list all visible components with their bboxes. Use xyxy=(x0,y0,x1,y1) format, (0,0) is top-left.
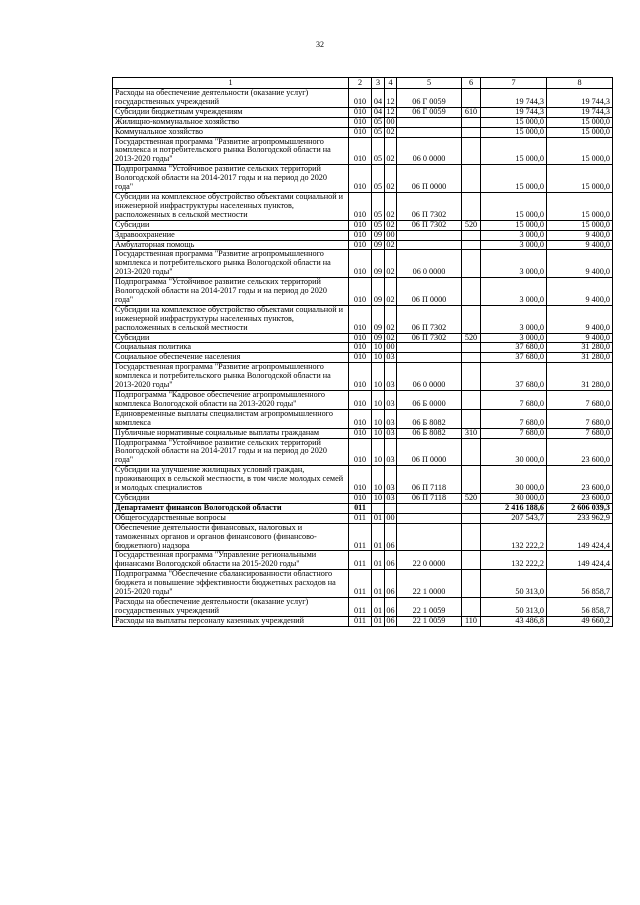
section-code-cell: 09 xyxy=(372,278,385,306)
section-code-cell: 05 xyxy=(372,117,385,127)
target-article-cell: 06 Б 0000 xyxy=(397,391,462,410)
admin-code-cell: 010 xyxy=(349,89,372,108)
amount-year2-cell: 31 280,0 xyxy=(547,343,613,353)
expense-type-cell xyxy=(462,513,481,523)
subsection-code-cell xyxy=(385,503,397,513)
subsection-code-cell: 06 xyxy=(386,616,395,625)
subsection-code-cell: 03 xyxy=(385,409,397,428)
amount-year1-cell: 7 680,0 xyxy=(481,428,547,438)
section-code-cell: 10 xyxy=(372,353,385,363)
amount-year2-cell: 23 600,0 xyxy=(547,466,613,494)
amount-year1-cell: 15 000,0 xyxy=(481,117,547,127)
expense-type-cell xyxy=(462,597,481,616)
admin-code-cell: 010 xyxy=(349,428,372,438)
target-article-cell: 22 0 0000 xyxy=(397,551,462,570)
section-code-cell: 10 xyxy=(372,493,385,503)
header-cell: 6 xyxy=(462,78,481,89)
subsection-code-cell: 00 xyxy=(386,117,395,126)
row-name-cell: Амбулаторная помощь xyxy=(113,240,349,250)
target-article-cell: 22 1 0059 xyxy=(397,597,462,616)
expense-type-cell xyxy=(462,89,481,108)
admin-code-cell: 010 xyxy=(349,305,372,333)
section-code-cell: 01 xyxy=(372,570,385,598)
expense-type-cell: 310 xyxy=(462,428,481,438)
expense-type-cell: 110 xyxy=(462,616,481,626)
section-code-cell: 01 xyxy=(372,523,385,551)
amount-year1-cell: 43 486,8 xyxy=(481,616,547,626)
admin-code-cell: 010 xyxy=(349,278,372,306)
header-cell: 3 xyxy=(372,78,385,89)
subsection-code-cell: 02 xyxy=(385,192,397,220)
amount-year2-cell: 56 858,7 xyxy=(547,597,613,616)
target-article-cell: 06 П 7118 xyxy=(397,493,462,503)
subsection-code-cell: 02 xyxy=(385,250,397,278)
section-code-cell: 10 xyxy=(372,363,385,391)
amount-year1-cell: 2 416 188,6 xyxy=(481,503,547,513)
admin-code-cell: 011 xyxy=(349,597,372,616)
amount-year1-cell: 3 000,0 xyxy=(481,305,547,333)
target-article-cell: 06 Г 0059 xyxy=(397,89,462,108)
admin-code-cell: 010 xyxy=(349,107,372,117)
target-article-cell: 06 Г 0059 xyxy=(397,107,462,117)
amount-year2-cell: 15 000,0 xyxy=(547,165,613,193)
admin-code-cell: 010 xyxy=(349,493,372,503)
amount-year1-cell: 3 000,0 xyxy=(481,333,547,343)
table-row xyxy=(113,278,613,306)
table-row xyxy=(113,220,613,230)
subsection-code-cell: 02 xyxy=(385,137,397,165)
amount-year1-cell: 207 543,7 xyxy=(481,513,547,523)
amount-year2-cell: 149 424,4 xyxy=(547,523,613,551)
subsection-code-cell: 03 xyxy=(385,363,397,391)
amount-year2-cell: 15 000,0 xyxy=(547,192,613,220)
row-name-cell: Субсидии xyxy=(113,220,349,230)
amount-year2-cell: 7 680,0 xyxy=(547,391,613,410)
amount-year1-cell: 30 000,0 xyxy=(481,466,547,494)
row-name-cell: Расходы на обеспечение деятельности (оказание услуг) государственных учреждений xyxy=(113,597,349,616)
subsection-code-cell: 03 xyxy=(385,391,397,410)
admin-code-cell: 011 xyxy=(349,570,372,598)
amount-year2-cell: 56 858,7 xyxy=(547,570,613,598)
target-article-cell: 06 П 7302 xyxy=(397,305,462,333)
admin-code-cell: 010 xyxy=(349,117,372,127)
row-name-cell: Жилищно-коммунальное хозяйство xyxy=(113,117,349,127)
row-name-cell: Расходы на обеспечение деятельности (оказание услуг) государственных учреждений xyxy=(113,89,349,108)
table-row xyxy=(113,466,613,494)
subsection-code-cell: 06 xyxy=(385,570,397,598)
subsection-code-cell: 03 xyxy=(385,466,397,494)
table-row xyxy=(113,343,613,353)
row-name-cell: Государственная программа "Управление региональными финансами Вологодской области на 2015-2020 годы" xyxy=(113,551,349,570)
target-article-cell: 06 П 7118 xyxy=(397,466,462,494)
table-row xyxy=(113,597,613,616)
table-row xyxy=(113,107,613,117)
row-name-cell: Подпрограмма "Кадровое обеспечение агропромышленного комплекса Вологодской области на 2013-2020 годы" xyxy=(113,391,349,410)
amount-year1-cell: 7 680,0 xyxy=(481,409,547,428)
target-article-cell xyxy=(397,127,462,137)
target-article-cell: 06 Б 8082 xyxy=(397,428,462,438)
row-name-cell: Субсидии на улучшение жилищных условий граждан, проживающих в сельской местности, в том числе молодых семей и молодых специалистов xyxy=(113,466,349,494)
budget-table xyxy=(112,77,613,627)
amount-year1-cell: 50 313,0 xyxy=(481,597,547,616)
amount-year1-cell: 132 222,2 xyxy=(481,523,547,551)
target-article-cell xyxy=(397,240,462,250)
admin-code-cell: 010 xyxy=(349,220,372,230)
row-name-cell: Подпрограмма "Устойчивое развитие сельских территорий Вологодской области на 2014-2017 годы и на период до 2020 года" xyxy=(113,278,349,306)
table-row xyxy=(113,391,613,410)
section-code-cell: 10 xyxy=(372,466,385,494)
target-article-cell: 06 П 7302 xyxy=(397,220,462,230)
admin-code-cell: 011 xyxy=(349,551,372,570)
amount-year1-cell: 3 000,0 xyxy=(481,278,547,306)
subsection-code-cell: 02 xyxy=(385,278,397,306)
amount-year2-cell: 15 000,0 xyxy=(547,220,613,230)
header-cell: 2 xyxy=(349,78,372,89)
row-name-cell: Обеспечение деятельности финансовых, налоговых и таможенных органов и органов финансового (финансово-бюджетного) надзора xyxy=(113,523,349,551)
amount-year2-cell: 149 424,4 xyxy=(547,551,613,570)
expense-type-cell xyxy=(462,466,481,494)
amount-year1-cell: 15 000,0 xyxy=(481,165,547,193)
target-article-cell: 06 0 0000 xyxy=(397,363,462,391)
amount-year1-cell: 50 313,0 xyxy=(481,570,547,598)
subsection-code-cell: 02 xyxy=(386,127,395,136)
amount-year2-cell: 23 600,0 xyxy=(547,438,613,466)
row-name-cell: Подпрограмма "Устойчивое развитие сельских территорий Вологодской области на 2014-2017 годы и на период до 2020 года" xyxy=(113,438,349,466)
amount-year1-cell: 3 000,0 xyxy=(481,250,547,278)
table-row xyxy=(113,127,613,137)
table-row xyxy=(113,137,613,165)
admin-code-cell: 010 xyxy=(349,391,372,410)
subsection-code-cell: 03 xyxy=(385,438,397,466)
target-article-cell: 06 П 0000 xyxy=(397,438,462,466)
table-row xyxy=(113,551,613,570)
expense-type-cell xyxy=(462,230,481,240)
amount-year1-cell: 37 680,0 xyxy=(481,343,547,353)
section-code-cell: 09 xyxy=(372,240,385,250)
target-article-cell xyxy=(397,353,462,363)
admin-code-cell: 010 xyxy=(349,353,372,363)
target-article-cell: 06 0 0000 xyxy=(397,250,462,278)
row-name-cell: Публичные нормативные социальные выплаты гражданам xyxy=(113,428,349,438)
table-row xyxy=(113,353,613,363)
expense-type-cell xyxy=(462,137,481,165)
target-article-cell xyxy=(397,230,462,240)
admin-code-cell: 010 xyxy=(349,409,372,428)
row-name-cell: Социальное обеспечение населения xyxy=(113,353,349,363)
amount-year1-cell: 7 680,0 xyxy=(481,391,547,410)
section-code-cell: 01 xyxy=(372,551,385,570)
amount-year2-cell: 15 000,0 xyxy=(547,137,613,165)
amount-year1-cell: 15 000,0 xyxy=(481,137,547,165)
table-row xyxy=(113,503,613,513)
admin-code-cell: 010 xyxy=(349,466,372,494)
expense-type-cell xyxy=(462,438,481,466)
subsection-code-cell: 03 xyxy=(386,352,395,362)
row-name-cell: Социальная политика xyxy=(113,343,349,353)
expense-type-cell xyxy=(462,165,481,193)
amount-year2-cell: 19 744,3 xyxy=(547,89,613,108)
expense-type-cell xyxy=(462,409,481,428)
admin-code-cell: 010 xyxy=(349,137,372,165)
amount-year2-cell: 233 962,9 xyxy=(547,513,613,523)
amount-year2-cell: 15 000,0 xyxy=(547,127,613,137)
expense-type-cell xyxy=(462,240,481,250)
row-name-cell: Общегосударственные вопросы xyxy=(113,513,349,523)
table-row xyxy=(113,438,613,466)
subsection-code-cell: 00 xyxy=(386,513,395,522)
amount-year2-cell: 7 680,0 xyxy=(547,409,613,428)
page-number: 32 xyxy=(316,40,324,49)
table-row xyxy=(113,523,613,551)
amount-year1-cell: 15 000,0 xyxy=(481,220,547,230)
table-row xyxy=(113,363,613,391)
admin-code-cell: 010 xyxy=(349,240,372,250)
expense-type-cell xyxy=(462,551,481,570)
admin-code-cell: 010 xyxy=(349,250,372,278)
table-row xyxy=(113,409,613,428)
subsection-code-cell: 03 xyxy=(386,493,395,502)
section-code-cell: 09 xyxy=(372,250,385,278)
amount-year2-cell: 19 744,3 xyxy=(547,107,613,117)
section-code-cell: 04 xyxy=(372,107,385,117)
section-code-cell: 01 xyxy=(372,616,385,626)
amount-year2-cell: 15 000,0 xyxy=(547,117,613,127)
table-row xyxy=(113,570,613,598)
admin-code-cell: 010 xyxy=(349,230,372,240)
amount-year2-cell: 9 400,0 xyxy=(547,230,613,240)
expense-type-cell xyxy=(462,523,481,551)
section-code-cell: 10 xyxy=(372,391,385,410)
row-name-cell: Коммунальное хозяйство xyxy=(113,127,349,137)
admin-code-cell: 010 xyxy=(349,363,372,391)
admin-code-cell: 010 xyxy=(349,165,372,193)
subsection-code-cell: 02 xyxy=(385,165,397,193)
amount-year1-cell: 37 680,0 xyxy=(481,363,547,391)
table-row xyxy=(113,192,613,220)
row-name-cell: Департамент финансов Вологодской области xyxy=(113,503,349,513)
table-row xyxy=(113,493,613,503)
row-name-cell: Единовременные выплаты специалистам агропромышленного комплекса xyxy=(113,409,349,428)
target-article-cell: 22 1 0000 xyxy=(397,570,462,598)
admin-code-cell: 010 xyxy=(349,192,372,220)
target-article-cell: 06 П 7302 xyxy=(397,192,462,220)
row-name-cell: Субсидии xyxy=(113,493,349,503)
amount-year2-cell: 31 280,0 xyxy=(547,363,613,391)
table-row xyxy=(113,305,613,333)
header-cell: 1 xyxy=(113,78,349,89)
expense-type-cell xyxy=(462,343,481,353)
row-name-cell: Субсидии на комплексное обустройство объектами социальной и инженерной инфраструктуры населенных пунктов, расположенных в сельской местности xyxy=(113,305,349,333)
row-name-cell: Субсидии на комплексное обустройство объектами социальной и инженерной инфраструктуры населенных пунктов, расположенных в сельской местности xyxy=(113,192,349,220)
table-row xyxy=(113,250,613,278)
row-name-cell: Подпрограмма "Обеспечение сбалансированности областного бюджета и повышение эффективности бюджетных расходов на 2015-2020 годы" xyxy=(113,570,349,598)
subsection-code-cell: 12 xyxy=(385,89,397,108)
amount-year1-cell: 3 000,0 xyxy=(481,240,547,250)
admin-code-cell: 011 xyxy=(349,503,372,513)
target-article-cell xyxy=(397,513,462,523)
target-article-cell: 06 0 0000 xyxy=(397,137,462,165)
expense-type-cell xyxy=(462,117,481,127)
amount-year2-cell: 9 400,0 xyxy=(547,333,613,343)
expense-type-cell xyxy=(462,127,481,137)
section-code-cell xyxy=(372,503,385,513)
amount-year2-cell: 9 400,0 xyxy=(547,240,613,250)
table-row xyxy=(113,428,613,438)
header-cell: 4 xyxy=(385,78,397,89)
target-article-cell: 06 Б 8082 xyxy=(397,409,462,428)
section-code-cell: 10 xyxy=(372,343,385,353)
subsection-code-cell: 06 xyxy=(385,597,397,616)
table-row xyxy=(113,616,613,626)
table-row xyxy=(113,117,613,127)
target-article-cell: 22 1 0059 xyxy=(397,616,462,626)
amount-year1-cell: 30 000,0 xyxy=(481,493,547,503)
subsection-code-cell: 00 xyxy=(386,230,395,239)
section-code-cell: 04 xyxy=(372,89,385,108)
table-row xyxy=(113,165,613,193)
expense-type-cell xyxy=(462,570,481,598)
expense-type-cell: 520 xyxy=(462,220,481,230)
expense-type-cell xyxy=(462,363,481,391)
table-header-row xyxy=(113,78,613,89)
amount-year2-cell: 49 660,2 xyxy=(547,616,613,626)
subsection-code-cell: 02 xyxy=(386,333,395,342)
amount-year1-cell: 15 000,0 xyxy=(481,127,547,137)
expense-type-cell: 610 xyxy=(462,107,481,117)
amount-year2-cell: 2 606 039,3 xyxy=(547,503,613,513)
admin-code-cell: 010 xyxy=(349,333,372,343)
section-code-cell: 10 xyxy=(372,438,385,466)
subsection-code-cell: 00 xyxy=(386,342,395,352)
amount-year2-cell: 9 400,0 xyxy=(547,278,613,306)
target-article-cell: 06 П 0000 xyxy=(397,278,462,306)
expense-type-cell: 520 xyxy=(462,493,481,503)
amount-year2-cell: 23 600,0 xyxy=(547,493,613,503)
expense-type-cell xyxy=(462,391,481,410)
expense-type-cell: 520 xyxy=(462,333,481,343)
amount-year1-cell: 15 000,0 xyxy=(481,192,547,220)
row-name-cell: Здравоохранение xyxy=(113,230,349,240)
expense-type-cell xyxy=(462,353,481,363)
section-code-cell: 09 xyxy=(372,305,385,333)
admin-code-cell: 010 xyxy=(349,127,372,137)
target-article-cell: 06 П 7302 xyxy=(397,333,462,343)
section-code-cell: 05 xyxy=(372,192,385,220)
table-row xyxy=(113,333,613,343)
amount-year1-cell: 19 744,3 xyxy=(481,107,547,117)
table-row xyxy=(113,513,613,523)
row-name-cell: Государственная программа "Развитие агропромышленного комплекса и потребительского рынка Вологодской области на 2013-2020 годы" xyxy=(113,250,349,278)
section-code-cell: 10 xyxy=(372,428,385,438)
expense-type-cell xyxy=(462,192,481,220)
target-article-cell xyxy=(397,503,462,513)
target-article-cell xyxy=(397,343,462,353)
row-name-cell: Субсидии бюджетным учреждениям xyxy=(113,107,349,117)
header-cell: 8 xyxy=(547,78,613,89)
admin-code-cell: 010 xyxy=(349,438,372,466)
section-code-cell: 05 xyxy=(372,165,385,193)
subsection-code-cell: 02 xyxy=(385,305,397,333)
amount-year2-cell: 9 400,0 xyxy=(547,305,613,333)
row-name-cell: Субсидии xyxy=(113,333,349,343)
admin-code-cell: 011 xyxy=(349,523,372,551)
expense-type-cell xyxy=(462,503,481,513)
subsection-code-cell: 06 xyxy=(385,551,397,570)
amount-year2-cell: 7 680,0 xyxy=(547,428,613,438)
amount-year1-cell: 19 744,3 xyxy=(481,89,547,108)
table-row xyxy=(113,230,613,240)
section-code-cell: 01 xyxy=(372,513,385,523)
amount-year2-cell: 31 280,0 xyxy=(547,353,613,363)
section-code-cell: 05 xyxy=(372,137,385,165)
admin-code-cell: 010 xyxy=(349,343,372,353)
amount-year1-cell: 132 222,2 xyxy=(481,551,547,570)
section-code-cell: 05 xyxy=(372,220,385,230)
row-name-cell: Подпрограмма "Устойчивое развитие сельских территорий Вологодской области на 2014-2017 годы и на период до 2020 года" xyxy=(113,165,349,193)
target-article-cell xyxy=(397,117,462,127)
section-code-cell: 01 xyxy=(372,597,385,616)
header-cell: 5 xyxy=(397,78,462,89)
section-code-cell: 09 xyxy=(372,230,385,240)
section-code-cell: 09 xyxy=(372,333,385,343)
expense-type-cell xyxy=(462,250,481,278)
subsection-code-cell: 03 xyxy=(386,428,395,437)
expense-type-cell xyxy=(462,305,481,333)
header-cell: 7 xyxy=(481,78,547,89)
admin-code-cell: 011 xyxy=(349,616,372,626)
target-article-cell: 06 П 0000 xyxy=(397,165,462,193)
row-name-cell: Расходы на выплаты персоналу казенных учреждений xyxy=(113,616,349,626)
amount-year1-cell: 37 680,0 xyxy=(481,353,547,363)
subsection-code-cell: 12 xyxy=(386,107,395,116)
subsection-code-cell: 02 xyxy=(386,220,395,229)
section-code-cell: 10 xyxy=(372,409,385,428)
amount-year1-cell: 3 000,0 xyxy=(481,230,547,240)
table-row xyxy=(113,89,613,108)
section-code-cell: 05 xyxy=(372,127,385,137)
target-article-cell xyxy=(397,523,462,551)
subsection-code-cell: 06 xyxy=(385,523,397,551)
admin-code-cell: 011 xyxy=(349,513,372,523)
expense-type-cell xyxy=(462,278,481,306)
subsection-code-cell: 02 xyxy=(386,240,395,249)
amount-year2-cell: 9 400,0 xyxy=(547,250,613,278)
table-row xyxy=(113,240,613,250)
row-name-cell: Государственная программа "Развитие агропромышленного комплекса и потребительского рынка Вологодской области на 2013-2020 годы" xyxy=(113,363,349,391)
row-name-cell: Государственная программа "Развитие агропромышленного комплекса и потребительского рынка Вологодской области на 2013-2020 годы" xyxy=(113,137,349,165)
amount-year1-cell: 30 000,0 xyxy=(481,438,547,466)
